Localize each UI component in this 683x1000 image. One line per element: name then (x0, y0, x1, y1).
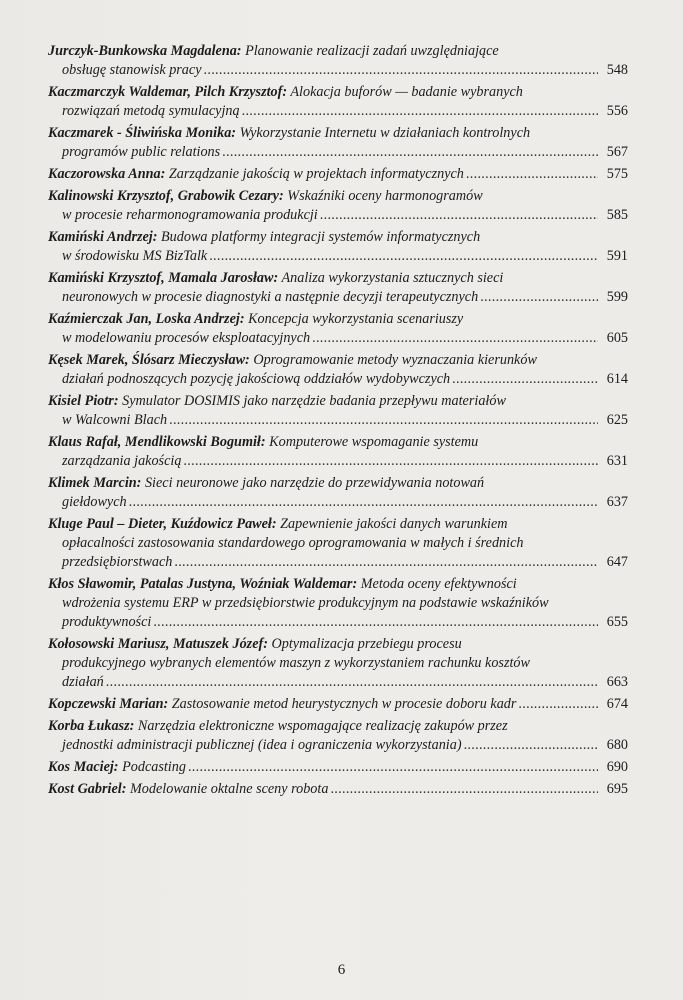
toc-entry-author: Kaczorowska Anna: (48, 166, 166, 182)
dot-leader (312, 329, 598, 348)
page-number: 6 (337, 962, 346, 978)
toc-entry-page-number: 605 (606, 330, 628, 346)
toc-entry-text (62, 411, 167, 430)
toc-entry-line (48, 42, 628, 61)
toc-entry-line (48, 553, 628, 572)
toc-entry-text (48, 576, 517, 592)
toc-entry-author: Kluge Paul – Dieter, Kuźdowicz Paweł: (48, 516, 277, 533)
toc-entry-author: Kaźmierczak Jan, Loska Andrzej: (48, 311, 245, 328)
dot-leader (169, 411, 598, 430)
toc-entry-title: Sieci neuronowe jako narzędzie do przewidywania notowań (144, 475, 485, 492)
toc-entry-author: Kęsek Marek, Ślósarz Mieczysław: (48, 352, 250, 369)
dot-leader (204, 61, 599, 80)
toc-entry-text (62, 370, 450, 389)
toc-entry-line (48, 102, 628, 121)
toc-entry-title: w środowisku MS BizTalk (62, 248, 208, 264)
toc-entry-page-number: 655 (606, 613, 628, 630)
toc-entry-page-number: 674 (606, 695, 628, 712)
toc-entry-line (48, 575, 628, 594)
toc-entry-text (48, 270, 503, 286)
toc-entry (48, 635, 628, 692)
toc-entry-line (48, 635, 628, 654)
toc-entry-title: Zapewnienie jakości danych warunkiem (280, 516, 508, 533)
toc-entry-author: Klaus Rafał, Mendlikowski Bogumił: (48, 434, 266, 451)
dot-leader (209, 247, 598, 266)
toc-entry (48, 717, 628, 755)
toc-entry-text (62, 553, 172, 572)
toc-entry-title: Zastosowanie metod heurystycznych w procesie doboru kadr (171, 695, 517, 712)
toc-entry-page-number: 647 (606, 553, 628, 570)
toc-entry (48, 83, 628, 121)
toc-entry-text (62, 61, 202, 80)
toc-entry-line (48, 61, 628, 80)
toc-entry-line (48, 594, 628, 613)
toc-entry-line (48, 165, 628, 184)
toc-entry (48, 351, 628, 389)
toc-entry-line (48, 247, 628, 266)
dot-leader (174, 553, 598, 572)
toc-entry-line (48, 269, 628, 288)
toc-entry-line (48, 433, 628, 452)
toc-entry (48, 124, 628, 162)
toc-entry-text (62, 655, 530, 671)
toc-entry-page-number: 575 (606, 166, 628, 182)
toc-entry-title: giełdowych (62, 494, 127, 510)
table-of-contents (48, 42, 628, 802)
toc-entry-page-number: 663 (606, 673, 628, 690)
toc-entry-title: Koncepcja wykorzystania scenariuszy (248, 311, 464, 328)
toc-entry-text (62, 535, 524, 551)
dot-leader (480, 288, 598, 307)
toc-entry-line (48, 83, 628, 102)
toc-entry-text (62, 673, 104, 692)
dot-leader (518, 695, 598, 714)
toc-entry-text (62, 613, 151, 632)
toc-entry-text (48, 780, 328, 799)
dot-leader (106, 673, 598, 692)
toc-entry-line (48, 288, 628, 307)
toc-entry (48, 433, 628, 471)
toc-entry-line (48, 351, 628, 370)
toc-entry-line (48, 206, 628, 225)
toc-entry-author: Kisiel Piotr: (48, 393, 119, 410)
toc-entry-line (48, 613, 628, 632)
toc-entry-title: jednostki administracji publicznej (idea i ograniczenia wykorzystania) (62, 736, 462, 753)
toc-entry-author: Kalinowski Krzysztof, Grabowik Cezary: (48, 188, 284, 205)
toc-entry-page-number: 585 (606, 207, 628, 223)
toc-entry-page-number: 556 (606, 102, 628, 119)
toc-entry-text (48, 125, 530, 141)
toc-entry-text (48, 695, 516, 714)
dot-leader (222, 143, 598, 162)
toc-entry-text (62, 102, 240, 121)
toc-entry-title: Narzędzia elektroniczne wspomagające realizację zakupów przez (137, 717, 508, 734)
toc-entry (48, 515, 628, 572)
toc-entry-text (48, 84, 523, 100)
dot-leader (183, 452, 598, 471)
toc-entry-page-number: 599 (606, 289, 628, 305)
toc-entry-title: zarządzania jakością (62, 453, 182, 469)
toc-entry-text (62, 452, 181, 471)
toc-entry-title: opłacalności zastosowania standardowego oprogramowania w małych i średnich (62, 535, 524, 551)
toc-entry-page-number: 631 (606, 453, 628, 469)
toc-entry (48, 758, 628, 777)
toc-entry-title: Zarządzanie jakością w projektach informatycznych (168, 166, 464, 182)
dot-leader (452, 370, 598, 389)
toc-entry-text (62, 329, 310, 348)
toc-entry-author: Kłos Sławomir, Patalas Justyna, Woźniak Waldemar: (48, 576, 358, 592)
toc-entry-text (48, 516, 508, 532)
toc-entry-page-number: 695 (606, 781, 628, 797)
toc-entry-title: w procesie reharmonogramowania produkcji (62, 207, 318, 223)
toc-entry-title: programów public relations (62, 143, 221, 160)
dot-leader (129, 493, 598, 512)
toc-entry-text (62, 595, 549, 611)
toc-entry-title: produkcyjnego wybranych elementów maszyn z wykorzystaniem rachunku kosztów (62, 654, 530, 671)
dot-leader (466, 165, 598, 184)
toc-entry-line (48, 673, 628, 692)
toc-entry-line (48, 143, 628, 162)
toc-entry-text (48, 229, 480, 245)
toc-entry-line (48, 228, 628, 247)
toc-entry-title: Modelowanie oktalne sceny robota (129, 781, 329, 797)
toc-entry-page-number: 637 (606, 494, 628, 510)
toc-entry-page-number: 614 (606, 371, 628, 387)
toc-entry-author: Korba Łukasz: (48, 717, 135, 734)
toc-entry-author: Kopczewski Marian: (48, 695, 169, 712)
toc-entry (48, 42, 628, 80)
toc-entry-line (48, 452, 628, 471)
toc-entry-title: neuronowych w procesie diagnostyki a następnie decyzji terapeutycznych (62, 289, 479, 305)
toc-entry-text (62, 493, 127, 512)
toc-entry-line (48, 780, 628, 799)
toc-entry-text (62, 143, 220, 162)
toc-entry-author: Kost Gabriel: (48, 781, 127, 797)
toc-entry-line (48, 329, 628, 348)
toc-entry (48, 392, 628, 430)
toc-entry-line (48, 187, 628, 206)
toc-entry-page-number: 625 (606, 412, 628, 428)
toc-entry-title: Oprogramowanie metody wyznaczania kierunków (253, 352, 537, 369)
toc-entry-line (48, 695, 628, 714)
toc-entry (48, 187, 628, 225)
toc-entry-text (48, 434, 478, 450)
toc-entry-title: Komputerowe wspomaganie systemu (269, 434, 479, 451)
toc-entry-text (62, 247, 207, 266)
toc-entry-text (48, 188, 483, 204)
toc-entry-line (48, 392, 628, 411)
toc-entry-author: Kołosowski Mariusz, Matuszek Józef: (48, 635, 268, 652)
toc-entry-title: Optymalizacja przebiegu procesu (271, 635, 462, 652)
toc-entry-page-number: 680 (606, 736, 628, 753)
toc-entry-author: Jurczyk-Bunkowska Magdalena: (48, 43, 242, 59)
toc-entry-title: produktywności (62, 613, 152, 630)
dot-leader (153, 613, 598, 632)
toc-entry (48, 310, 628, 348)
toc-entry-title: Symulator DOSIMIS jako narzędzie badania przepływu materiałów (122, 393, 506, 410)
toc-entry-page-number: 567 (606, 143, 628, 160)
toc-entry (48, 165, 628, 184)
toc-entry-title: Wskaźniki oceny harmonogramów (287, 188, 483, 205)
toc-entry-line (48, 515, 628, 534)
toc-entry-page-number: 548 (606, 61, 628, 78)
toc-entry-line (48, 654, 628, 673)
toc-entry-title: Analiza wykorzystania sztucznych sieci (281, 270, 504, 287)
dot-leader (320, 206, 598, 225)
toc-entry-title: Alokacja buforów — badanie wybranych (290, 84, 523, 100)
toc-entry-text (48, 758, 186, 777)
toc-entry-author: Klimek Marcin: (48, 475, 142, 492)
toc-entry-title: rozwiązań metodą symulacyjną (62, 102, 240, 119)
toc-entry (48, 695, 628, 714)
toc-entry-line (48, 124, 628, 143)
toc-entry-text (48, 475, 484, 491)
toc-entry (48, 269, 628, 307)
toc-entry-line (48, 534, 628, 553)
toc-entry (48, 474, 628, 512)
toc-entry-line (48, 736, 628, 755)
toc-entry-text (48, 352, 537, 368)
toc-entry-author: Kamiński Andrzej: (48, 229, 158, 246)
toc-entry-author: Kos Maciej: (48, 758, 119, 775)
toc-entry-line (48, 411, 628, 430)
toc-entry-line (48, 493, 628, 512)
toc-entry-line (48, 717, 628, 736)
toc-entry-title: Planowanie realizacji zadań uwzględniające (245, 43, 499, 59)
toc-entry (48, 780, 628, 799)
toc-entry-title: Metoda oceny efektywności (360, 576, 517, 592)
toc-entry-author: Kaczmarczyk Waldemar, Pilch Krzysztof: (48, 84, 288, 100)
toc-entry-text (48, 636, 462, 652)
toc-entry-title: w Walcowni Blach (62, 412, 168, 428)
toc-entry-line (48, 370, 628, 389)
toc-entry-title: działań (62, 673, 104, 690)
toc-entry-line (48, 310, 628, 329)
toc-entry-page-number: 591 (606, 248, 628, 264)
toc-entry-title: obsługę stanowisk pracy (62, 61, 202, 78)
toc-entry-text (62, 206, 318, 225)
toc-entry-title: wdrożenia systemu ERP w przedsiębiorstwie produkcyjnym na podstawie wskaźników (62, 594, 549, 611)
dot-leader (188, 758, 598, 777)
dot-leader (464, 736, 598, 755)
toc-entry-title: Wykorzystanie Internetu w działaniach kontrolnych (239, 125, 531, 141)
dot-leader (330, 780, 598, 799)
toc-entry-author: Kamiński Krzysztof, Mamala Jarosław: (48, 270, 279, 287)
toc-entry-title: Podcasting (122, 758, 186, 775)
toc-entry-author: Kaczmarek - Śliwińska Monika: (48, 125, 237, 141)
dot-leader (242, 102, 598, 121)
toc-entry-text (48, 393, 506, 409)
toc-entry-text (48, 165, 464, 184)
toc-entry-text (62, 288, 478, 307)
toc-entry-text (48, 43, 499, 59)
toc-entry-title: Budowa platformy integracji systemów informatycznych (161, 229, 481, 246)
toc-entry-line (48, 758, 628, 777)
toc-entry-text (48, 718, 508, 734)
toc-entry-text (62, 736, 462, 755)
toc-entry-page-number: 690 (606, 758, 628, 775)
toc-entry-title: działań podnoszących pozycję jakościową oddziałów wydobywczych (62, 371, 451, 387)
toc-entry-text (48, 311, 463, 327)
toc-entry-line (48, 474, 628, 493)
toc-entry (48, 228, 628, 266)
toc-entry-title: w modelowaniu procesów eksploatacyjnych (62, 330, 311, 346)
toc-entry-title: przedsiębiorstwach (62, 553, 173, 570)
toc-entry (48, 575, 628, 632)
